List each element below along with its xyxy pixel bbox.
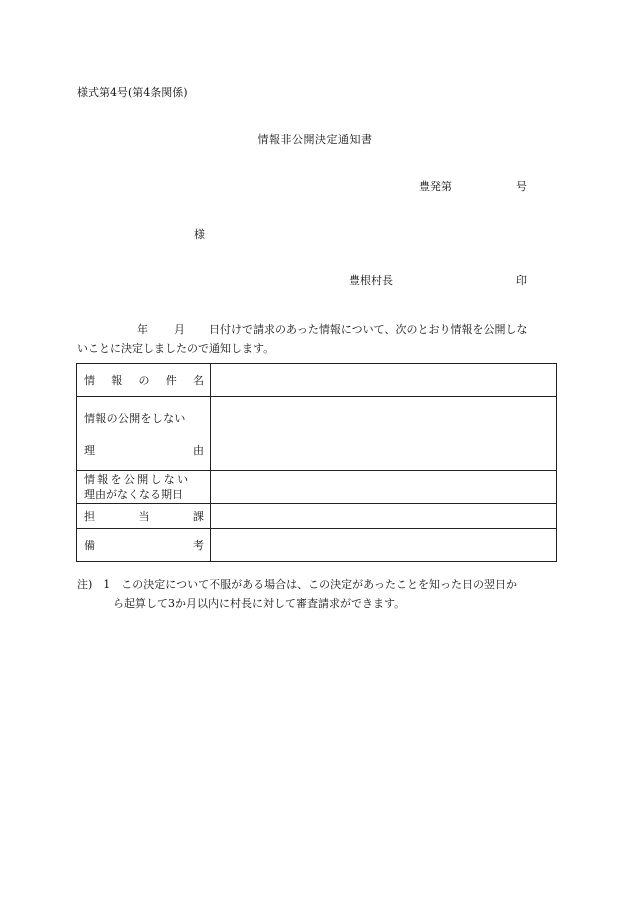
recipient-honorific: 様: [194, 228, 205, 241]
label-char: の: [138, 374, 150, 387]
form-number-label: 様式第4号(第4条関係): [77, 86, 188, 99]
table-row-subject: [77, 364, 557, 397]
remarks-label: [77, 529, 211, 562]
label-char: 由: [193, 443, 204, 457]
label-char: 名: [193, 374, 204, 387]
period-label-line-2: 理由がなくなる期日: [84, 488, 183, 501]
table-row-period: [77, 471, 557, 504]
label-char: 備: [84, 539, 95, 552]
document-number-prefix: 豊発第: [419, 180, 452, 193]
reason-value-cell[interactable]: [211, 397, 557, 471]
label-char: 担: [84, 510, 95, 523]
reason-label: [77, 397, 211, 471]
intro-paragraph: [77, 320, 557, 358]
info-table: [76, 363, 557, 562]
label-char: 課: [193, 510, 204, 523]
intro-line-1: [77, 320, 557, 339]
intro-year-unit: 年: [137, 323, 148, 336]
period-label: [77, 471, 211, 504]
reason-label-top: 情報の公開をしない: [84, 411, 186, 425]
period-value-cell[interactable]: [211, 471, 557, 504]
department-value-cell[interactable]: [211, 504, 557, 529]
subject-label: [77, 364, 211, 397]
intro-line-2: いことに決定しましたので通知します。: [77, 342, 275, 355]
remarks-value-cell[interactable]: [211, 529, 557, 562]
department-label: [77, 504, 211, 529]
note-line-2: ら起算して3か月以内に村長に対して審査請求ができます。: [113, 597, 406, 610]
note-line-1: 注) 1 この決定について不服がある場合は、この決定があったことを知った日の翌日か: [77, 578, 517, 591]
label-char: 報: [111, 374, 123, 387]
table-row-reason: [77, 397, 557, 471]
label-char: 理: [84, 443, 95, 457]
document-number-suffix: 号: [516, 180, 527, 193]
label-char: 件: [165, 374, 177, 387]
label-char: 情: [84, 374, 95, 387]
seal-mark: 印: [516, 274, 527, 287]
document-title: 情報非公開決定通知書: [257, 133, 373, 146]
table-row-department: [77, 504, 557, 529]
period-label-line-1: 情報を公開しない: [84, 473, 191, 486]
intro-line-1-text: 日付けで請求のあった情報について、次のとおり情報を公開しな: [209, 323, 528, 336]
table-row-remarks: [77, 529, 557, 562]
issuer-name: 豊根村長: [349, 274, 393, 287]
subject-value-cell[interactable]: [211, 364, 557, 397]
intro-month-unit: 月: [174, 323, 185, 336]
label-char: 考: [193, 539, 204, 552]
label-char: 当: [138, 510, 150, 523]
